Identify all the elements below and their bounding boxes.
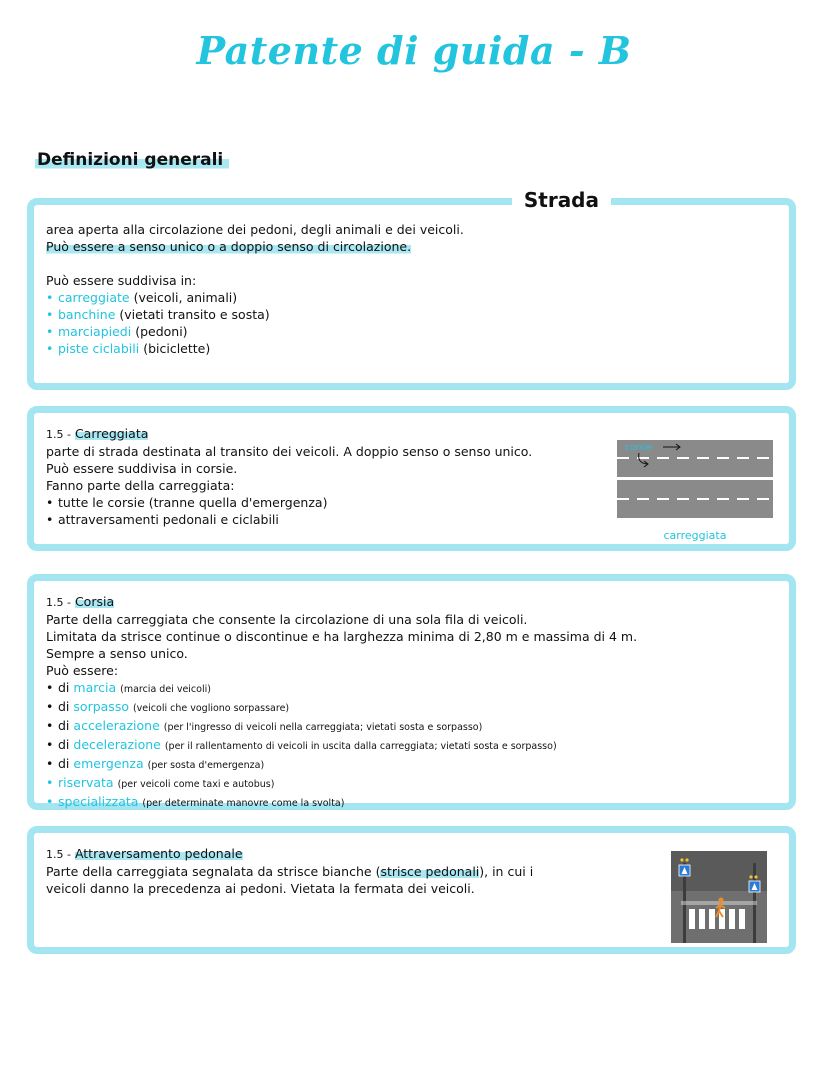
corsia-line2: Limitata da strisce continue o discontinue e ha larghezza minima di 2,80 m e massima di 4 m. <box>46 629 638 644</box>
list-item: • marciapiedi (pedoni) <box>46 324 188 339</box>
page-title: Patente di guida - B <box>196 28 632 73</box>
road-image <box>617 437 773 521</box>
list-item: • di decelerazione (per il rallentamento di veicoli in uscita dalla carreggiata; vietati sosta e sorpasso) <box>46 737 557 752</box>
corsia-box <box>27 574 796 810</box>
list-item: • banchine (vietati transito e sosta) <box>46 307 270 322</box>
carreggiata-line1: parte di strada destinata al transito dei veicoli. A doppio senso o senso unico. <box>46 444 533 459</box>
attraversamento-line2: veicoli danno la precedenza ai pedoni. Vietata la fermata dei veicoli. <box>46 881 475 896</box>
attraversamento-heading: 1.5 - Attraversamento pedonale <box>46 846 243 861</box>
carreggiata-line3: Fanno parte della carreggiata: <box>46 478 235 493</box>
corsia-line3: Sempre a senso unico. <box>46 646 188 661</box>
carreggiata-box <box>27 406 796 551</box>
strada-line1: area aperta alla circolazione dei pedoni, degli animali e dei veicoli. <box>46 222 464 237</box>
road-illustration <box>617 437 773 542</box>
list-item: • riservata (per veicoli come taxi e autobus) <box>46 775 275 790</box>
corsia-line4: Può essere: <box>46 663 119 678</box>
strada-line2: Può essere a senso unico o a doppio senso di circolazione. <box>46 239 412 254</box>
attraversamento-line1: Parte della carreggiata segnalata da strisce bianche (strisce pedonali), in cui i <box>46 864 534 879</box>
list-item: • di marcia (marcia dei veicoli) <box>46 680 211 695</box>
list-item: • carreggiate (veicoli, animali) <box>46 290 238 305</box>
attraversamento-box <box>27 826 796 954</box>
strada-label: Strada <box>512 188 611 212</box>
corsia-heading: 1.5 - Corsia <box>46 594 115 609</box>
corsie-label: corsie <box>625 443 652 453</box>
strada-line3: Può essere suddivisa in: <box>46 273 197 288</box>
pedestrian-crossing-image <box>671 851 767 943</box>
list-item: • specializzata (per determinate manovre come la svolta) <box>46 794 345 809</box>
road-caption: carreggiata <box>663 529 727 542</box>
list-item: • tutte le corsie (tranne quella d'emergenza) <box>46 495 328 510</box>
carreggiata-heading: 1.5 - Carreggiata <box>46 426 149 441</box>
strada-box <box>27 188 796 390</box>
list-item: • piste ciclabili (biciclette) <box>46 341 211 356</box>
section-heading: Definizioni generali <box>35 150 229 170</box>
list-item: • di emergenza (per sosta d'emergenza) <box>46 756 265 771</box>
list-item: • di sorpasso (veicoli che vogliono sorpassare) <box>46 699 290 714</box>
list-item: • di accelerazione (per l'ingresso di veicoli nella carreggiata; vietati sosta e sorpasso) <box>46 718 483 733</box>
list-item: • attraversamenti pedonali e ciclabili <box>46 512 279 527</box>
corsia-line1: Parte della carreggiata che consente la circolazione di una sola fila di veicoli. <box>46 612 528 627</box>
carreggiata-line2: Può essere suddivisa in corsie. <box>46 461 238 476</box>
